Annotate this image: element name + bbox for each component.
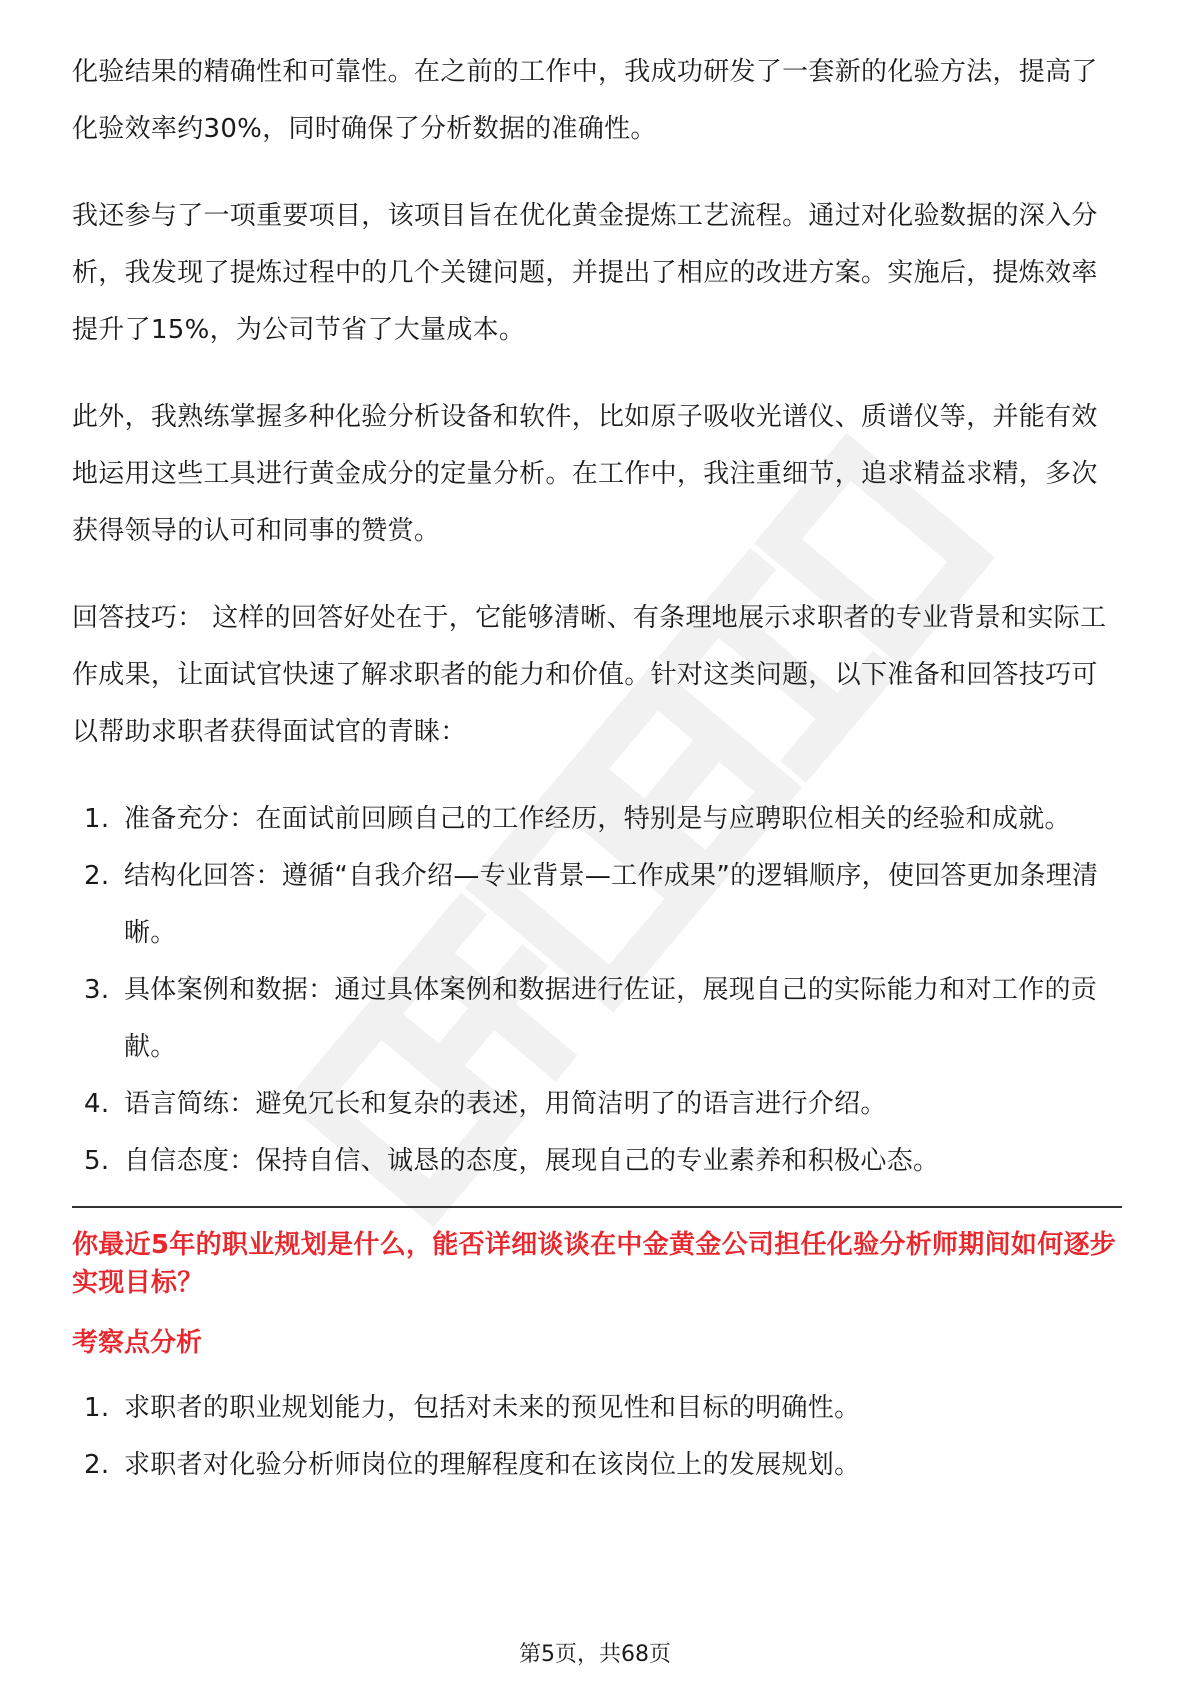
list-item-text: 具体案例和数据：通过具体案例和数据进行佐证，展现自己的实际能力和对工作的贡献。	[124, 975, 1098, 1062]
paragraph-project: 我还参与了一项重要项目，该项目旨在优化黄金提炼工艺流程。通过对化验数据的深入分析，我发现了提炼过程中的几个关键问题，并提出了相应的改进方案。实施后，提炼效率提升了15%，为公司节省了大量成本。	[72, 201, 1098, 345]
list-number: 2.	[84, 1450, 110, 1480]
list-item	[72, 1133, 1122, 1190]
list-item-text: 结构化回答：遵循“自我介绍—专业背景—工作成果”的逻辑顺序，使回答更加条理清晰。	[124, 861, 1099, 948]
tips-list	[72, 791, 1122, 1190]
list-number: 5.	[84, 1146, 110, 1176]
list-item-text: 求职者的职业规划能力，包括对未来的预见性和目标的明确性。	[124, 1393, 861, 1423]
list-number: 1.	[84, 804, 110, 834]
interview-question: 你最近5年的职业规划是什么，能否详细谈谈在中金黄金公司担任化验分析师期间如何逐步实现目标？	[72, 1230, 1117, 1298]
list-item-text: 准备充分：在面试前回顾自己的工作经历，特别是与应聘职位相关的经验和成就。	[124, 804, 1071, 834]
list-number: 4.	[84, 1089, 110, 1119]
list-item	[72, 791, 1122, 848]
main-content	[72, 44, 1122, 1494]
list-item	[72, 848, 1122, 962]
paragraph-skills: 此外，我熟练掌握多种化验分析设备和软件，比如原子吸收光谱仪、质谱仪等，并能有效地运用这些工具进行黄金成分的定量分析。在工作中，我注重细节，追求精益求精，多次获得领导的认可和同事的赞赏。	[72, 402, 1098, 546]
page-footer: 第5页，共68页	[519, 1642, 671, 1667]
list-number: 3.	[84, 975, 110, 1005]
paragraph-result: 化验结果的精确性和可靠性。在之前的工作中，我成功研发了一套新的化验方法，提高了化验效率约30%，同时确保了分析数据的准确性。	[72, 57, 1098, 144]
list-number: 2.	[84, 861, 110, 891]
list-item	[72, 1380, 1122, 1437]
list-number: 1.	[84, 1393, 110, 1423]
list-item-text: 自信态度：保持自信、诚恳的态度，展现自己的专业素养和积极心态。	[124, 1146, 940, 1176]
list-item	[72, 962, 1122, 1076]
list-item-text: 求职者对化验分析师岗位的理解程度和在该岗位上的发展规划。	[124, 1450, 861, 1480]
list-item	[72, 1076, 1122, 1133]
analysis-list	[72, 1380, 1122, 1494]
paragraph-answer-tips: 回答技巧： 这样的回答好处在于，它能够清晰、有条理地展示求职者的专业背景和实际工作成果，让面试官快速了解求职者的能力和价值。针对这类问题，以下准备和回答技巧可以帮助求职者获得面试官的青睐：	[72, 603, 1107, 747]
list-item-text: 语言简练：避免冗长和复杂的表述，用简洁明了的语言进行介绍。	[124, 1089, 887, 1119]
list-item	[72, 1437, 1122, 1494]
analysis-heading: 考察点分析	[72, 1328, 203, 1358]
section-divider	[72, 1206, 1122, 1208]
